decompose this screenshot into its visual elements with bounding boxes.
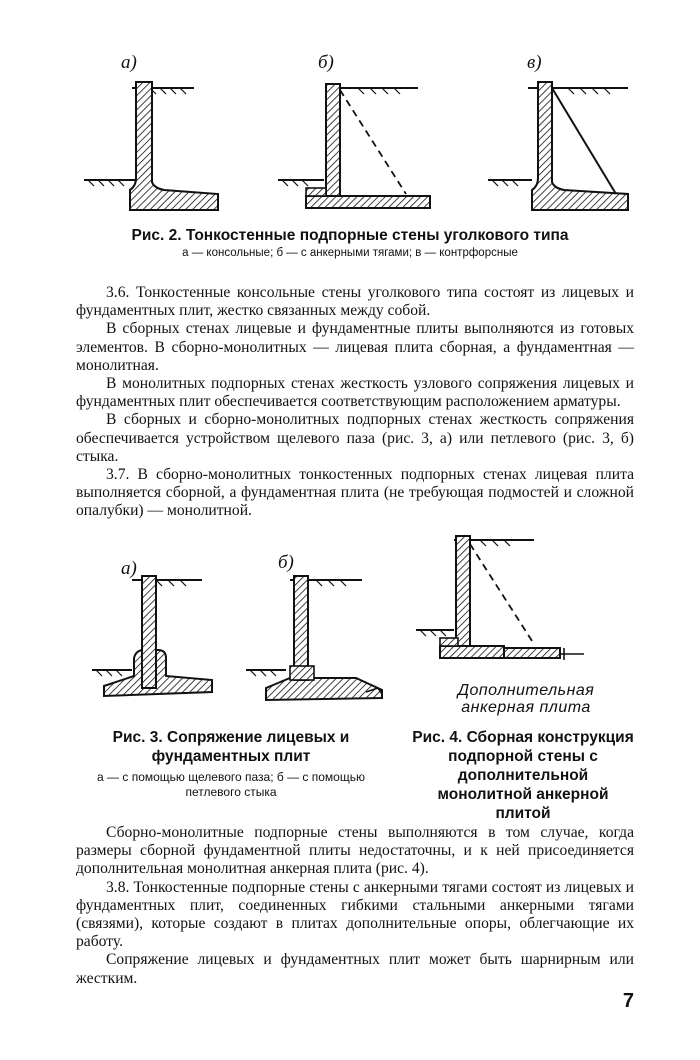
paragraph-prefab: В сборных стенах лицевые и фундаментные плиты выполняются из готовых элементов. В сборно-монолитных — лицевая плита сборная, а фундаментная — монолитная. [76, 320, 634, 374]
paragraph-composite: Сборно-монолитные подпорные стены выполняются в том случае, когда размеры сборной фундаментной плиты недостаточны, и к ней присоединяется дополнительная монолитная анкерная плита (рис. 4). [76, 824, 634, 878]
fig4-caption-title: Рис. 4. Сборная конструкция подпорной стены с дополнительной монолитной анкерной плитой [412, 729, 634, 822]
fig2b-anchored-wall [278, 70, 438, 220]
fig2a-cantilever-wall [84, 70, 284, 220]
paragraph-3-8: 3.8. Тонкостенные подпорные стены с анкерными тягами состоят из лицевых и фундаментных плит, соединенных гибкими стальными анкерными тягами (связями), которые создают в плитах дополнительные опоры, облегчающие их работу. [76, 878, 634, 951]
fig4-annotation: Дополнительная анкерная плита [457, 682, 595, 716]
fig3b-loop-joint [246, 570, 396, 710]
paragraph-3-6: 3.6. Тонкостенные консольные стены уголкового типа состоят из лицевых и фундаментных плит, жестко связанных между собой. [76, 284, 634, 320]
page-number: 7 [622, 990, 634, 1012]
fig3-label-b: б) [278, 552, 294, 573]
fig2-caption-sub: а — консольные; б — с анкерными тягами; в — контрфорсные [182, 247, 518, 259]
paragraph-joint: В сборных и сборно-монолитных подпорных стенах жесткость сопряжения обеспечивается устройством щелевого паза (рис. 3, а) или петлевого (рис. 3, б) стыка. [76, 411, 634, 465]
fig2-caption-title: Рис. 2. Тонкостенные подпорные стены уголкового типа [131, 227, 569, 244]
fig2-label-b: б) [318, 52, 334, 73]
fig3-caption-sub: а — с помощью щелевого паза; б — с помощью петлевого стыка [97, 770, 365, 799]
fig2v-counterfort-wall [488, 70, 648, 220]
paragraph-3-7: 3.7. В сборно-монолитных тонкостенных подпорных стенах лицевая плита выполняется сборной, а фундаментная плита (не требующая подмостей и сложной опалубки) — монолитной. [76, 466, 634, 520]
section-bottom-text [76, 824, 634, 988]
fig3-caption-title: Рис. 3. Сопряжение лицевых и фундаментных плит [112, 729, 350, 765]
fig3-label-a: а) [121, 558, 137, 579]
paragraph-hinge: Сопряжение лицевых и фундаментных плит может быть шарнирным или жестким. [76, 951, 634, 987]
paragraph-monolithic: В монолитных подпорных стенах жесткость узлового сопряжения лицевых и фундаментных плит обеспечивается соответствующим расположением арматуры. [76, 375, 634, 411]
fig2-label-a: а) [121, 52, 137, 73]
fig2-label-v: в) [527, 52, 542, 73]
fig3a-slot-joint [92, 570, 242, 710]
fig4-anchor-plate-wall [414, 530, 614, 680]
section-top-text [76, 284, 634, 521]
